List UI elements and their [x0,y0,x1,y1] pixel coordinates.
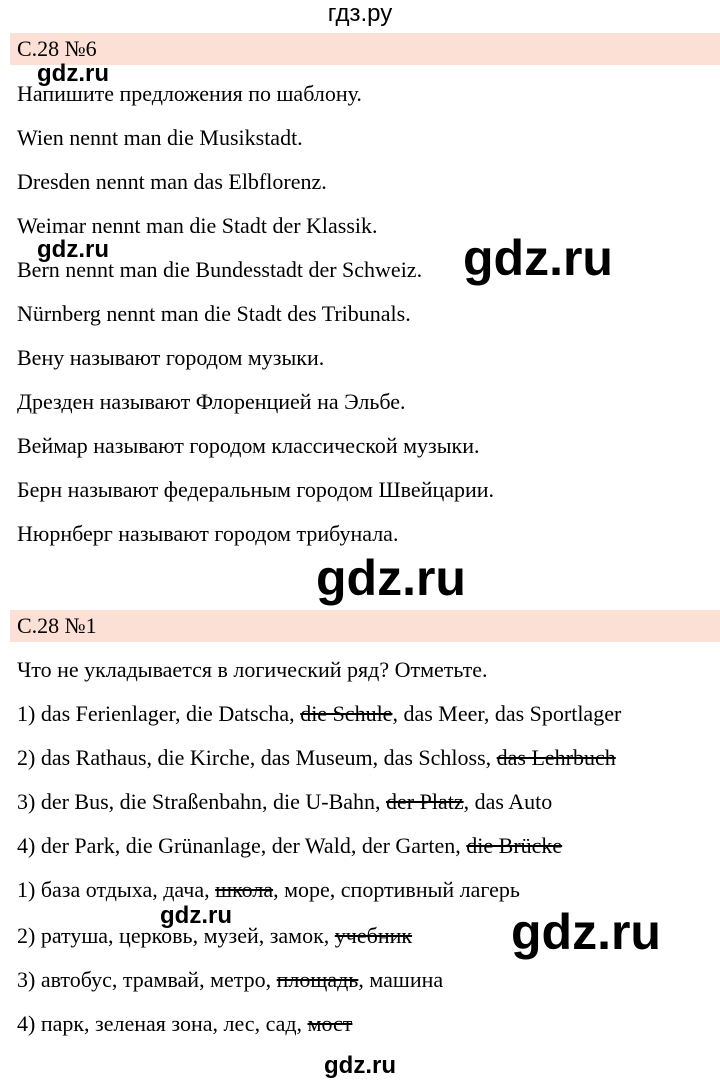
struck-word: учебник [334,923,413,948]
section-header-1: С.28 №1 [10,610,720,642]
sentence-line: Берн называют федеральным городом Швейцарии. [17,477,495,502]
struck-word: площадь [276,967,359,992]
site-title: гдз.ру [327,0,393,27]
struck-word: das Lehrbuch [496,745,616,770]
watermark: gdz.ru [160,902,232,929]
watermark: gdz.ru [324,1052,396,1079]
sentence-line: Wien nennt man die Musikstadt. [17,125,303,150]
sentence-line: Веймар называют городом классической музыки. [17,433,480,458]
struck-word: die Brücke [466,833,563,858]
section-header-6: С.28 №6 [10,33,720,65]
watermark: gdz.ru [463,230,613,286]
struck-word: мост [307,1011,353,1036]
sentence-line: Нюрнберг называют городом трибунала. [17,521,399,546]
sentence-line: Дрезден называют Флоренцией на Эльбе. [17,389,406,414]
task-instruction: Напишите предложения по шаблону. [17,81,362,106]
sentence-line: Weimar nennt man die Stadt der Klassik. [17,213,378,238]
list-item: 1) das Ferienlager, die Datscha, die Schule, das Meer, das Sportlager [17,701,622,726]
watermark: gdz.ru [511,904,661,960]
sentence-line: Bern nennt man die Bundesstadt der Schweiz. [17,257,423,282]
sentence-line: Вену называют городом музыки. [17,345,325,370]
watermark: gdz.ru [37,60,109,87]
list-item: 4) der Park, die Grünanlage, der Wald, der Garten, die Brücke [17,833,563,858]
list-item: 1) база отдыха, дача, школа, море, спортивный лагерь [17,877,520,902]
list-item: 3) der Bus, die Straßenbahn, die U-Bahn, der Platz, das Auto [17,789,553,814]
sentence-line: Dresden nennt man das Elbflorenz. [17,169,327,194]
list-item: 3) автобус, трамвай, метро, площадь, машина [17,967,444,992]
list-item: 2) das Rathaus, die Kirche, das Museum, das Schloss, das Lehrbuch [17,745,616,770]
sentence-line: Nürnberg nennt man die Stadt des Tribunals. [17,301,411,326]
list-item: 4) парк, зеленая зона, лес, сад, мост [17,1011,353,1036]
watermark: gdz.ru [316,550,466,606]
list-item: 2) ратуша, церковь, музей, замок, учебник [17,923,413,948]
struck-word: der Platz [386,789,464,814]
watermark: gdz.ru [37,236,109,263]
task-instruction: Что не укладывается в логический ряд? Отметьте. [17,657,488,682]
struck-word: школа [215,877,274,902]
struck-word: die Schule [300,701,393,726]
